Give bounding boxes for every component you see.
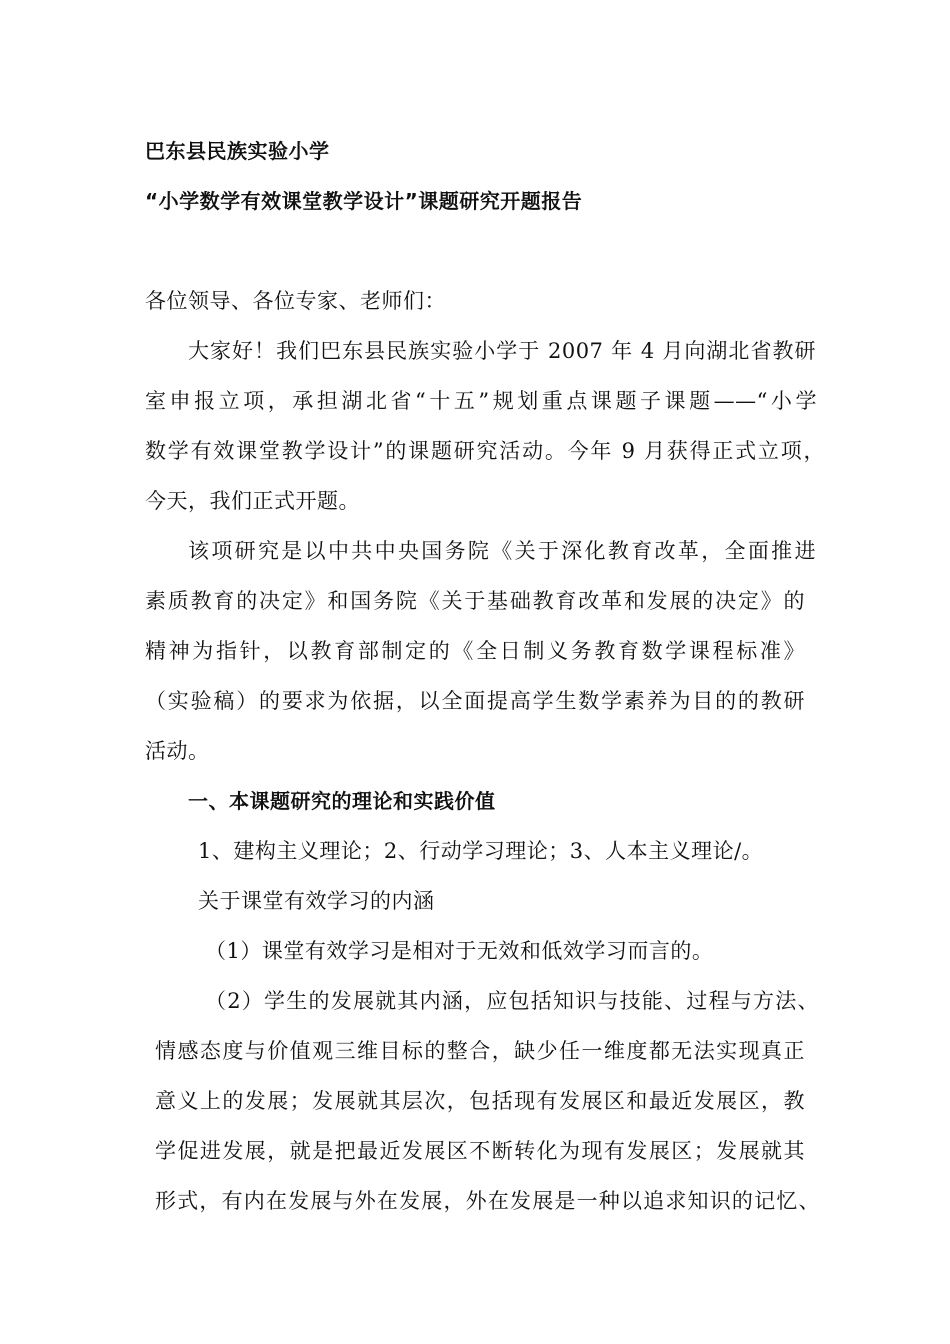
paragraph-line: 活动。 bbox=[145, 739, 210, 763]
paragraph-line: 意义上的发展；发展就其层次，包括现有发展区和最近发展区，教 bbox=[155, 1089, 805, 1113]
school-name: 巴东县民族实验小学 bbox=[145, 139, 330, 163]
paragraph-line: 该项研究是以中共中央国务院《关于深化教育改革，全面推进 bbox=[188, 539, 816, 563]
paragraph-line: （实验稿）的要求为依据，以全面提高学生数学素养为目的的教研 bbox=[145, 689, 805, 713]
section-heading: 一、本课题研究的理论和实践价值 bbox=[188, 789, 496, 813]
paragraph-line: 大家好！我们巴东县民族实验小学于 2007 年 4 月向湖北省教研 bbox=[188, 339, 816, 363]
paragraph-line: 形式，有内在发展与外在发展，外在发展是一种以追求知识的记忆、 bbox=[155, 1189, 820, 1213]
salutation: 各位领导、各位专家、老师们： bbox=[145, 289, 446, 313]
theory-list: 1、建构主义理论；2、行动学习理论；3、人本主义理论/。 bbox=[198, 839, 764, 863]
subheading: 关于课堂有效学习的内涵 bbox=[198, 889, 435, 913]
paragraph-line: 素质教育的决定》和国务院《关于基础教育改革和发展的决定》的 bbox=[145, 589, 805, 613]
paragraph-line: 今天，我们正式开题。 bbox=[145, 489, 360, 513]
report-title: “小学数学有效课堂教学设计”课题研究开题报告 bbox=[145, 189, 583, 213]
paragraph-line: 学促进发展，就是把最近发展区不断转化为现有发展区；发展就其 bbox=[155, 1139, 805, 1163]
paragraph-line: 数学有效课堂教学设计”的课题研究活动。今年 9 月获得正式立项， bbox=[145, 439, 825, 463]
list-item: （1）课堂有效学习是相对于无效和低效学习而言的。 bbox=[205, 939, 714, 963]
paragraph-line: 室申报立项，承担湖北省“十五”规划重点课题子课题——“小学 bbox=[145, 389, 817, 413]
paragraph-line: 情感态度与价值观三维目标的整合，缺少任一维度都无法实现真正 bbox=[155, 1039, 805, 1063]
list-item: （2）学生的发展就其内涵，应包括知识与技能、过程与方法、 bbox=[205, 989, 819, 1013]
paragraph-line: 精神为指针，以教育部制定的《全日制义务教育数学课程标准》 bbox=[145, 639, 805, 663]
